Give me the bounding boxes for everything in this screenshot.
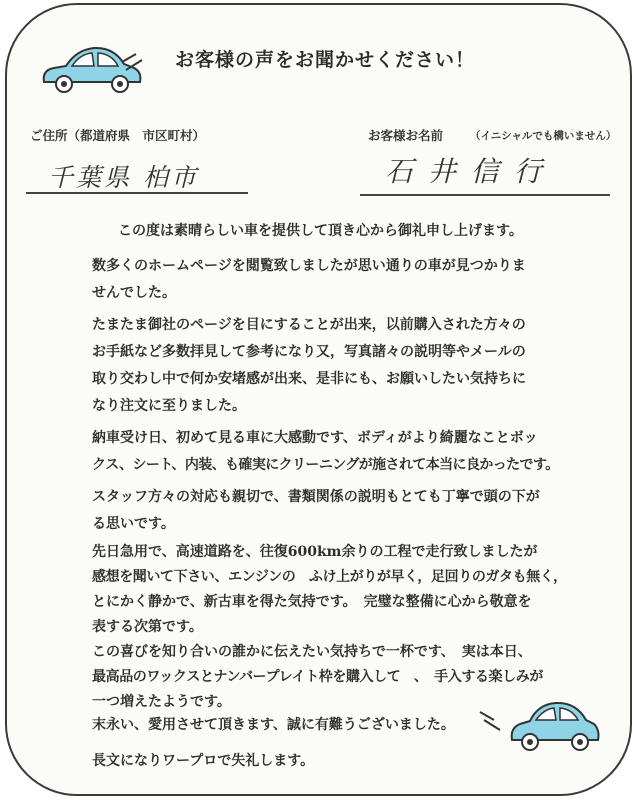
text-line: 感想を聞いて下さい、エンジンの ふけ上がりが早く，足回りのガタも無く， bbox=[92, 569, 567, 585]
motion-lines-icon bbox=[476, 704, 506, 734]
text-line: る思いです。 bbox=[92, 516, 175, 532]
paragraph-8 bbox=[92, 748, 562, 775]
name-underline bbox=[360, 194, 610, 196]
paragraph-5 bbox=[92, 484, 562, 538]
text-line: 取り交わし中で何か安堵感が出来、是非にも、お願いしたい気持ちに bbox=[92, 371, 526, 387]
paragraph-3 bbox=[92, 312, 562, 420]
text-line: 一つ増えたようです。 bbox=[92, 694, 231, 710]
paragraph-2 bbox=[92, 253, 562, 307]
name-note: （イニシャルでも構いません） bbox=[470, 130, 617, 142]
text-line: とにかく静かで、新古車を得た気持です。 完璧な整備に心から敬意を bbox=[92, 594, 532, 610]
text-line: 最高品のワックスとナンバープレイト枠を購入して 、 手入する楽しみが bbox=[92, 669, 543, 685]
text-line: 先日急用で、高速道路を、往復600km余りの工程で走行致しましたが bbox=[92, 544, 538, 560]
text-line: 末永い、愛用させて頂きます、誠に有難うございました。 bbox=[92, 717, 455, 733]
text-line: せんでした。 bbox=[92, 285, 176, 301]
text-line: クス、シート、内装、も確実にクリーニングが施されて本当に良かったです。 bbox=[92, 457, 559, 473]
text-line: この度は素晴らしい車を提供して頂き心から御礼申し上げます。 bbox=[118, 223, 523, 239]
motion-lines-icon bbox=[118, 48, 148, 78]
text-line: 表する次第です。 bbox=[92, 619, 203, 635]
text-line: お手紙など多数拝見して参考になり又，写真諸々の説明等やメールの bbox=[92, 344, 526, 360]
paragraph-1 bbox=[118, 218, 588, 245]
paragraph-4 bbox=[92, 425, 562, 479]
name-label: お客様お名前 bbox=[368, 128, 444, 143]
text-line: 数多くのホームページを閲覧致しましたが思い通りの車が見つかりま bbox=[92, 258, 526, 274]
name-value: 石 井 信 行 bbox=[385, 155, 545, 188]
text-line: たまたま御社のページを目にすることが出来，以前購入された方々の bbox=[92, 317, 526, 333]
text-line: スタッフ方々の対応も親切で、書類関係の説明もとても丁寧で頭の下が bbox=[92, 489, 540, 505]
car-icon bbox=[506, 696, 602, 758]
page-title: お客様の声をお聞かせください！ bbox=[175, 49, 476, 71]
text-line: 長文になりワープロで失礼します。 bbox=[92, 753, 315, 769]
text-line: 納車受け日、初めて見る車に大感動です、ボディがより綺麗なことボッ bbox=[92, 430, 538, 446]
text-line: この喜びを知り合いの誰かに伝えたい気持ちで一杯です、 実は本日、 bbox=[92, 644, 532, 660]
address-label: ご住所（都道府県 市区町村） bbox=[30, 128, 206, 143]
text-line: なり注文に至りました。 bbox=[92, 398, 246, 414]
paragraph-6 bbox=[92, 540, 567, 715]
address-value: 千葉県 柏市 bbox=[48, 163, 199, 192]
address-underline bbox=[26, 192, 248, 194]
